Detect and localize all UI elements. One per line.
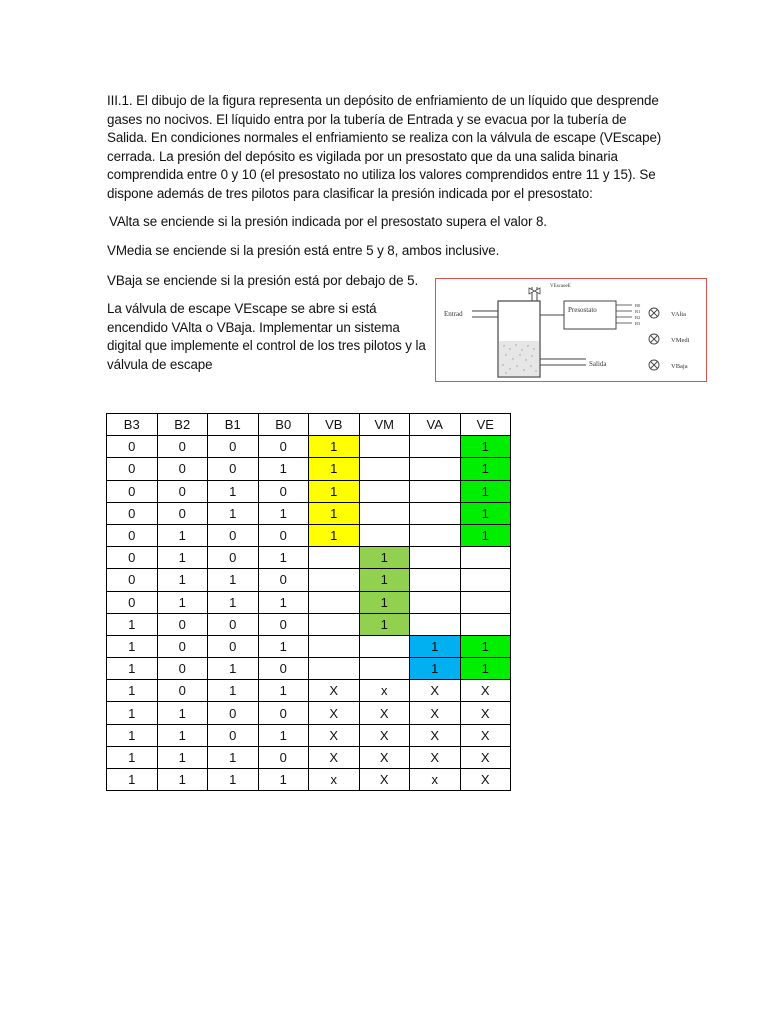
truth-table-body — [107, 436, 511, 791]
cell-b2: 0 — [157, 658, 208, 680]
col-header-vb: VB — [309, 414, 360, 436]
table-row — [107, 680, 511, 702]
cell-b0: 1 — [258, 769, 309, 791]
cell-b1: 1 — [208, 769, 259, 791]
cell-b3: 0 — [107, 547, 158, 569]
cell-b1: 0 — [208, 524, 259, 546]
cell-vb: 1 — [309, 458, 360, 480]
vbaja-condition: VBaja se enciende si la presión está por debajo de 5. — [107, 273, 419, 288]
cell-va: x — [410, 769, 461, 791]
cell-b2: 0 — [157, 680, 208, 702]
cell-b0: 0 — [258, 746, 309, 768]
cell-vm — [359, 635, 410, 657]
cell-b0: 1 — [258, 680, 309, 702]
cell-b2: 0 — [157, 613, 208, 635]
cell-ve: 1 — [460, 436, 511, 458]
bit-b0-label: B0 — [635, 303, 641, 308]
cell-va: 1 — [410, 635, 461, 657]
cell-vb: X — [309, 680, 360, 702]
col-header-b2: B2 — [157, 414, 208, 436]
cell-b1: 0 — [208, 702, 259, 724]
cell-b1: 0 — [208, 724, 259, 746]
valta-condition: VAlta se enciende si la presión indicada por el presostato supera el valor 8. — [109, 214, 547, 229]
cell-vb: 1 — [309, 502, 360, 524]
col-header-b0: B0 — [258, 414, 309, 436]
cell-vb: X — [309, 746, 360, 768]
cell-vm — [359, 502, 410, 524]
table-row — [107, 769, 511, 791]
cell-va — [410, 436, 461, 458]
cell-ve: X — [460, 680, 511, 702]
cell-vm — [359, 436, 410, 458]
cell-b3: 1 — [107, 724, 158, 746]
cell-b3: 0 — [107, 591, 158, 613]
cell-va — [410, 547, 461, 569]
cell-vb: 1 — [309, 436, 360, 458]
cell-b0: 0 — [258, 480, 309, 502]
cell-b3: 0 — [107, 569, 158, 591]
cell-vm: 1 — [359, 547, 410, 569]
bit-b2-label: B2 — [635, 315, 641, 320]
cell-b0: 1 — [258, 547, 309, 569]
cell-vb: X — [309, 724, 360, 746]
table-row — [107, 502, 511, 524]
truth-table-header-row — [107, 414, 511, 436]
cell-vm: 1 — [359, 569, 410, 591]
cell-ve — [460, 547, 511, 569]
cell-vb: x — [309, 769, 360, 791]
vescape-condition: La válvula de escape VEscape se abre si está encendido VAlta o VBaja. Implementar un sistema digital que implemente el control de los tres pilotos y la válvula de escape — [107, 301, 426, 372]
cell-vm — [359, 480, 410, 502]
cell-vm: 1 — [359, 613, 410, 635]
cell-b1: 1 — [208, 658, 259, 680]
problem-statement: III.1. El dibujo de la figura representa un depósito de enfriamiento de un líquido que desprende gases no nocivos. El líquido entra por la tubería de Entrada y se evacua por la tubería de Salida. En condiciones normales el enfriamiento se realiza con la válvula de escape (VEscape) cerrada. La presión del depósito es vigilada por un presostato que da una salida binaria comprendida entre 0 y 10 (el presostato no utiliza los valores comprendidos entre 11 y 15). Se dispone además de tres pilotos para clasificar la presión indicada por el presostato: — [107, 93, 662, 201]
cell-ve: X — [460, 702, 511, 724]
cell-va — [410, 569, 461, 591]
bit-b1-label: B1 — [635, 309, 641, 314]
cell-va: X — [410, 680, 461, 702]
cell-b0: 0 — [258, 569, 309, 591]
cell-b1: 1 — [208, 569, 259, 591]
truth-table — [106, 413, 511, 791]
cell-b1: 1 — [208, 502, 259, 524]
table-row — [107, 436, 511, 458]
cell-b2: 0 — [157, 458, 208, 480]
cell-va — [410, 591, 461, 613]
cell-b3: 1 — [107, 769, 158, 791]
cell-vm: 1 — [359, 591, 410, 613]
table-row — [107, 658, 511, 680]
table-row — [107, 591, 511, 613]
vbaja-label: VBaja — [671, 363, 688, 370]
cell-ve: 1 — [460, 458, 511, 480]
cell-b3: 1 — [107, 680, 158, 702]
cell-vm: X — [359, 702, 410, 724]
cell-vm: X — [359, 769, 410, 791]
cell-b2: 1 — [157, 591, 208, 613]
cell-vb: 1 — [309, 480, 360, 502]
col-header-b1: B1 — [208, 414, 259, 436]
entrada-label: Entrad — [444, 310, 463, 318]
table-row — [107, 724, 511, 746]
table-row — [107, 480, 511, 502]
table-row — [107, 547, 511, 569]
cell-b0: 1 — [258, 591, 309, 613]
cell-va: X — [410, 724, 461, 746]
table-row — [107, 635, 511, 657]
cell-vm: x — [359, 680, 410, 702]
cell-b3: 1 — [107, 613, 158, 635]
cell-vm: X — [359, 746, 410, 768]
cell-b3: 0 — [107, 480, 158, 502]
presostato-label: Presostato — [568, 306, 597, 314]
cell-vb: X — [309, 702, 360, 724]
cell-b3: 0 — [107, 436, 158, 458]
cell-ve — [460, 569, 511, 591]
cell-ve — [460, 591, 511, 613]
cell-ve: X — [460, 769, 511, 791]
cell-b2: 0 — [157, 480, 208, 502]
col-header-b3: B3 — [107, 414, 158, 436]
cell-va: X — [410, 746, 461, 768]
col-header-ve: VE — [460, 414, 511, 436]
cell-va: X — [410, 702, 461, 724]
col-header-va: VA — [410, 414, 461, 436]
cell-ve: X — [460, 746, 511, 768]
cell-ve: 1 — [460, 480, 511, 502]
cell-b2: 1 — [157, 569, 208, 591]
cell-b1: 0 — [208, 436, 259, 458]
cell-va — [410, 480, 461, 502]
cell-b1: 1 — [208, 480, 259, 502]
cell-va: 1 — [410, 658, 461, 680]
cell-b1: 1 — [208, 680, 259, 702]
cell-b2: 1 — [157, 547, 208, 569]
cell-b1: 1 — [208, 746, 259, 768]
bit-b3-label: B3 — [635, 321, 641, 326]
cell-vm: X — [359, 724, 410, 746]
cell-ve: 1 — [460, 502, 511, 524]
cell-b2: 1 — [157, 524, 208, 546]
cell-vb: 1 — [309, 524, 360, 546]
cell-vb — [309, 658, 360, 680]
cell-b0: 0 — [258, 658, 309, 680]
cell-b0: 0 — [258, 702, 309, 724]
cell-b2: 1 — [157, 746, 208, 768]
valta-label: VAlta — [671, 311, 687, 318]
table-row — [107, 702, 511, 724]
cell-b1: 0 — [208, 547, 259, 569]
cell-b3: 1 — [107, 658, 158, 680]
cell-b3: 0 — [107, 458, 158, 480]
cell-vb — [309, 613, 360, 635]
cell-b2: 0 — [157, 436, 208, 458]
cell-ve: X — [460, 724, 511, 746]
cell-b3: 1 — [107, 635, 158, 657]
cell-b1: 1 — [208, 591, 259, 613]
table-row — [107, 613, 511, 635]
tank-diagram-svg — [436, 279, 708, 383]
cell-ve: 1 — [460, 524, 511, 546]
cell-b2: 1 — [157, 724, 208, 746]
cell-va — [410, 458, 461, 480]
escape-valve-icon — [529, 288, 540, 294]
cell-b3: 0 — [107, 524, 158, 546]
cell-ve: 1 — [460, 658, 511, 680]
vmedia-condition: VMedia se enciende si la presión está entre 5 y 8, ambos inclusive. — [107, 243, 500, 258]
cell-vm — [359, 524, 410, 546]
cell-va — [410, 613, 461, 635]
tank-liquid — [499, 341, 539, 376]
cell-b2: 1 — [157, 769, 208, 791]
salida-label: Salida — [589, 360, 607, 368]
table-row — [107, 746, 511, 768]
cell-b3: 1 — [107, 746, 158, 768]
cell-va — [410, 502, 461, 524]
cell-b1: 0 — [208, 458, 259, 480]
table-row — [107, 569, 511, 591]
cell-b0: 1 — [258, 458, 309, 480]
cell-b0: 0 — [258, 613, 309, 635]
cell-va — [410, 524, 461, 546]
cell-b3: 0 — [107, 502, 158, 524]
cell-b0: 1 — [258, 502, 309, 524]
cell-ve — [460, 613, 511, 635]
cell-b2: 1 — [157, 702, 208, 724]
cell-b0: 1 — [258, 724, 309, 746]
cell-b0: 0 — [258, 524, 309, 546]
cell-b1: 0 — [208, 613, 259, 635]
cell-vm — [359, 658, 410, 680]
col-header-vm: VM — [359, 414, 410, 436]
cell-vb — [309, 635, 360, 657]
table-row — [107, 524, 511, 546]
cell-vb — [309, 569, 360, 591]
cell-b2: 0 — [157, 635, 208, 657]
cell-ve: 1 — [460, 635, 511, 657]
table-row — [107, 458, 511, 480]
cell-b0: 0 — [258, 436, 309, 458]
cell-vm — [359, 458, 410, 480]
cell-vb — [309, 591, 360, 613]
vescape-label: VEscaoeE — [550, 284, 571, 289]
cell-b3: 1 — [107, 702, 158, 724]
cell-b0: 1 — [258, 635, 309, 657]
tank-diagram — [435, 278, 707, 382]
vmedia-label: VMedi — [671, 337, 690, 344]
cell-vb — [309, 547, 360, 569]
cell-b2: 0 — [157, 502, 208, 524]
cell-b1: 0 — [208, 635, 259, 657]
